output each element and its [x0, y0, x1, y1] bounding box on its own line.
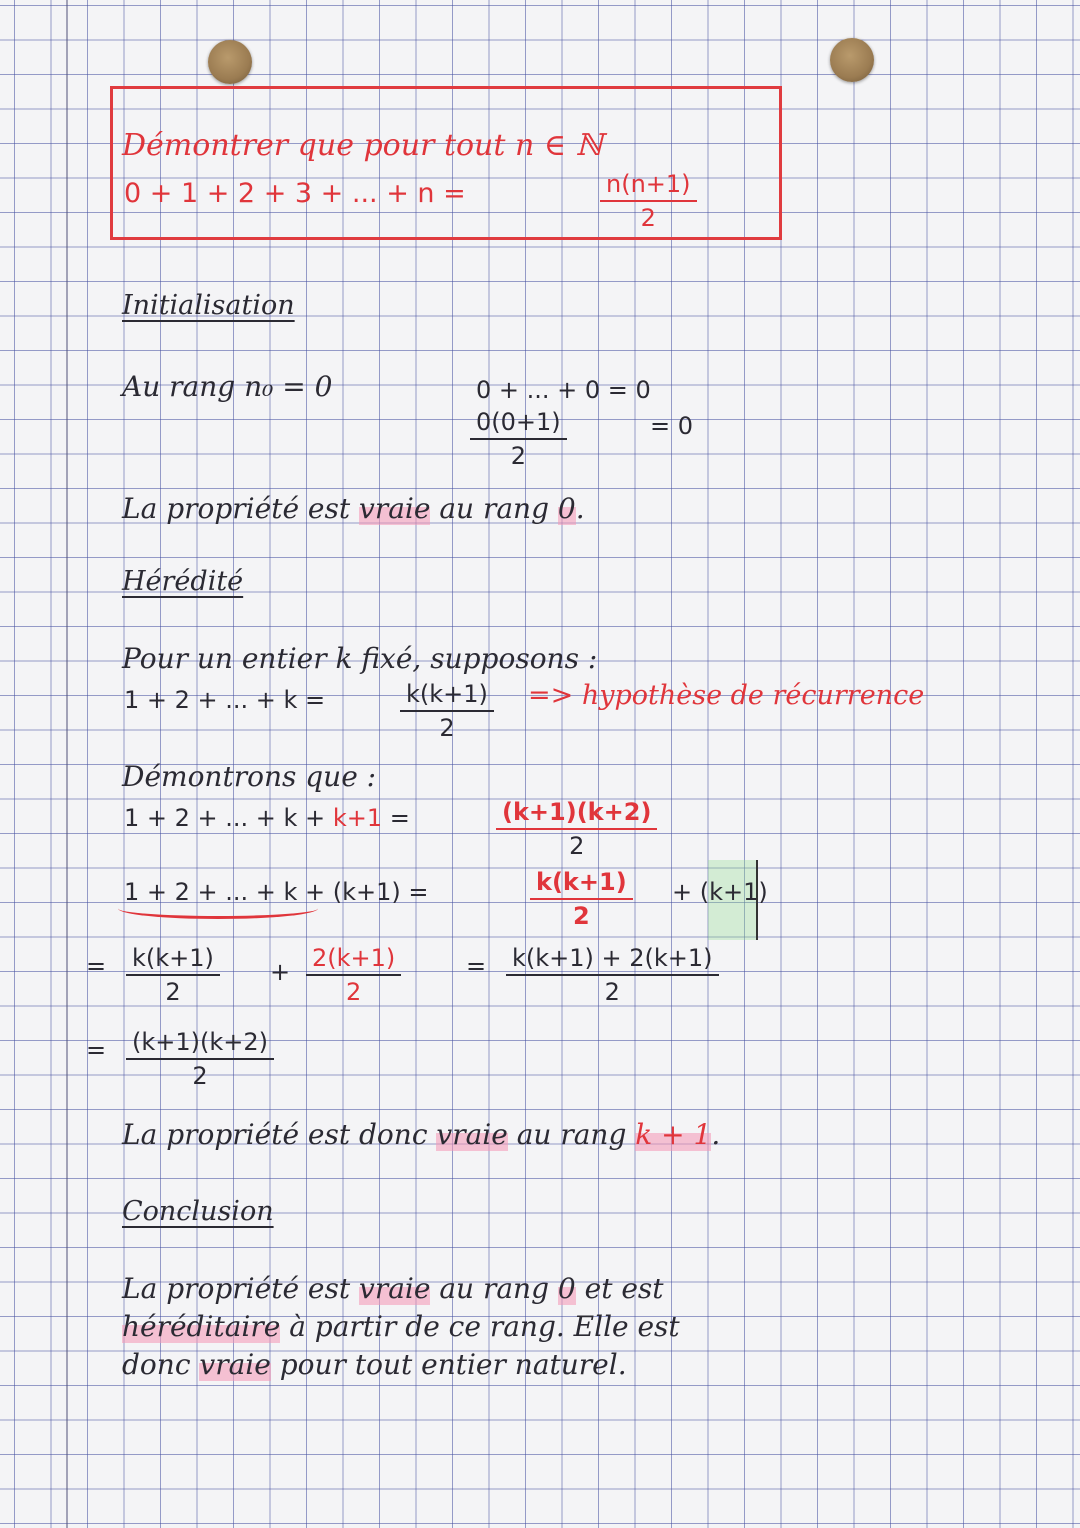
step2-plus: + — [270, 958, 291, 986]
init-conclusion-vraie: vraie — [359, 492, 431, 525]
init-conclusion-prefix: La propriété est — [122, 492, 360, 525]
statement-fraction-den: 2 — [640, 204, 656, 232]
step3-fraction — [126, 1028, 274, 1090]
step2-fraction2 — [306, 944, 401, 1006]
conclusion-line2 — [122, 1310, 680, 1343]
step2-den3: 2 — [604, 978, 620, 1006]
hered-hyp-note: => hypothèse de récurrence — [528, 680, 925, 711]
step2-num1: k(k+1) — [126, 944, 220, 976]
hered-result — [122, 1118, 720, 1151]
hered-show-fraction — [496, 798, 657, 860]
hered-show-intro: Démontrons que : — [122, 760, 377, 793]
hered-result-end: . — [711, 1118, 721, 1151]
step2-fraction3 — [506, 944, 719, 1006]
init-fraction — [470, 408, 567, 470]
underbrace — [118, 898, 318, 919]
init-conclusion-rank: 0 — [557, 492, 576, 525]
hered-hyp-lhs: 1 + 2 + ... + k = — [124, 686, 326, 714]
step1-fraction — [530, 868, 633, 930]
step2-eq: = — [86, 952, 107, 980]
step2-eq2: = — [466, 952, 487, 980]
init-conclusion-end: . — [575, 492, 585, 525]
conclusion-line1-b: au rang — [430, 1272, 558, 1305]
init-fraction-den: 2 — [510, 442, 526, 470]
step2-num2-text: 2(k+1) — [312, 944, 396, 972]
init-conclusion — [122, 492, 585, 525]
step1-den: 2 — [572, 902, 590, 930]
hered-show-line — [124, 804, 410, 832]
conclusion-line3 — [122, 1348, 627, 1381]
step2-fraction1 — [126, 944, 220, 1006]
hered-result-prefix: La propriété est donc — [122, 1118, 437, 1151]
statement-fraction — [600, 170, 697, 232]
heading-initialisation: Initialisation — [122, 290, 295, 321]
heading-heredite: Hérédité — [122, 566, 244, 597]
step1-lhs: 1 + 2 + ... + k + (k+1) = — [124, 878, 429, 906]
conclusion-line1 — [122, 1272, 664, 1305]
step2-den2: 2 — [346, 978, 362, 1006]
init-fraction-num: 0(0+1) — [470, 408, 567, 440]
step1-plus: + (k+1) — [672, 878, 768, 906]
statement-lhs: 0 + 1 + 2 + 3 + ... + n = — [124, 178, 466, 209]
hered-show-lhs: 1 + 2 + ... + k + — [124, 804, 326, 832]
init-rank: Au rang n₀ = 0 — [122, 370, 333, 403]
step1-num: k(k+1) — [530, 868, 633, 900]
hered-hyp-fraction — [400, 680, 494, 742]
conclusion-line3-a: donc — [122, 1348, 200, 1381]
margin-line — [66, 0, 68, 1528]
hered-show-den: 2 — [569, 832, 585, 860]
binder-hole-left — [208, 40, 252, 84]
init-sum: 0 + ... + 0 = 0 — [476, 376, 651, 404]
conclusion-line2-b: à partir de ce rang. Elle est — [280, 1310, 680, 1343]
hered-result-suffix: au rang — [507, 1118, 636, 1151]
conclusion-line3-vraie: vraie — [199, 1348, 271, 1381]
step3-num: (k+1)(k+2) — [126, 1028, 274, 1060]
step2-num2 — [306, 944, 401, 976]
conclusion-line3-b: pour tout entier naturel. — [270, 1348, 627, 1381]
init-frac-eq: = 0 — [650, 412, 694, 440]
hered-result-rank: k + 1 — [635, 1118, 712, 1151]
heading-conclusion: Conclusion — [122, 1196, 274, 1227]
step2-num3: k(k+1) + 2(k+1) — [506, 944, 719, 976]
conclusion-line1-c: et est — [575, 1272, 664, 1305]
hered-show-eq: = — [389, 804, 410, 832]
step3-den: 2 — [192, 1062, 208, 1090]
hered-result-vraie: vraie — [436, 1118, 508, 1151]
step3-eq: = — [86, 1036, 107, 1064]
hered-hyp-den: 2 — [439, 714, 455, 742]
conclusion-line1-rank: 0 — [557, 1272, 576, 1305]
init-conclusion-suffix: au rang — [430, 492, 558, 525]
hered-show-num: (k+1)(k+2) — [496, 798, 657, 830]
statement-line1: Démontrer que pour tout n ∈ ℕ — [122, 128, 603, 163]
hered-show-term: k+1 — [332, 804, 383, 832]
conclusion-line1-vraie: vraie — [359, 1272, 431, 1305]
binder-hole-right — [830, 38, 874, 82]
hered-hyp-num: k(k+1) — [400, 680, 494, 712]
hered-intro: Pour un entier k fixé, supposons : — [122, 642, 598, 675]
conclusion-line1-a: La propriété est — [122, 1272, 360, 1305]
conclusion-line2-hered: héréditaire — [122, 1310, 281, 1343]
statement-fraction-num: n(n+1) — [600, 170, 697, 202]
step2-den1: 2 — [165, 978, 181, 1006]
